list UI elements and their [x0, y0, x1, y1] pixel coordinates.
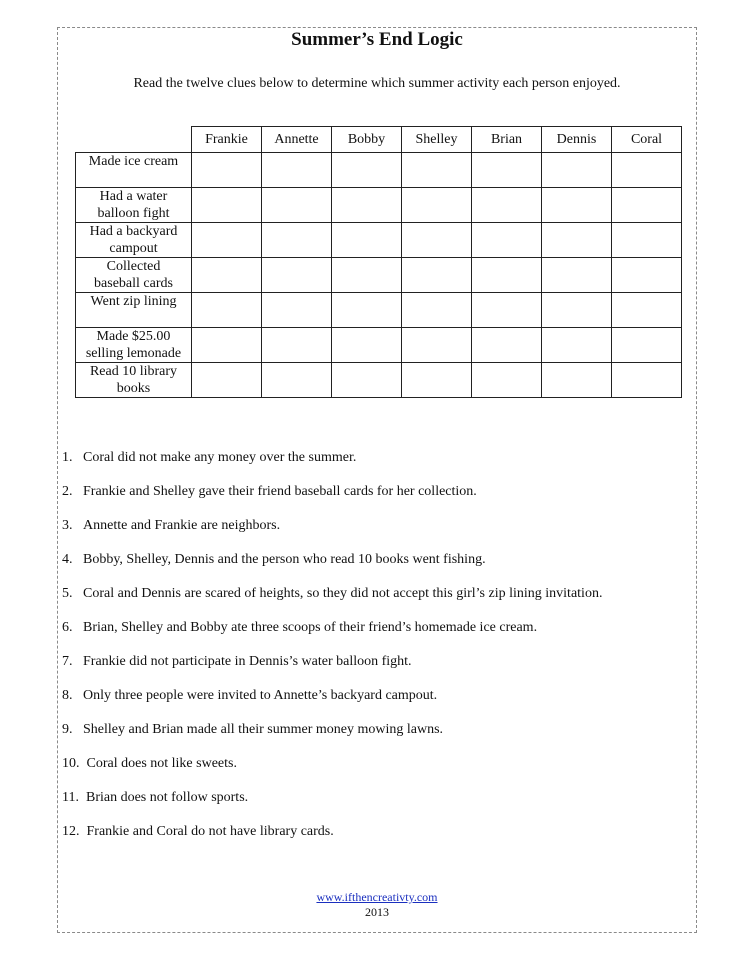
grid-cell[interactable] [192, 258, 262, 293]
clue-text: Only three people were invited to Annette’s backyard campout. [83, 688, 438, 703]
grid-cell[interactable] [612, 223, 682, 258]
col-head-shelley: Shelley [402, 127, 472, 153]
grid-cell[interactable] [262, 293, 332, 328]
grid-cell[interactable] [332, 363, 402, 398]
clue-item [62, 484, 602, 518]
clue-number: 4. [62, 552, 73, 567]
grid-cell[interactable] [402, 188, 472, 223]
grid-cell[interactable] [402, 153, 472, 188]
activity-label [76, 328, 192, 363]
grid-cell[interactable] [332, 188, 402, 223]
grid-cell[interactable] [542, 328, 612, 363]
activity-label-line: campout [109, 241, 158, 256]
grid-cell[interactable] [542, 363, 612, 398]
activity-label-line: Had a water [99, 189, 168, 204]
clue-number: 6. [62, 620, 73, 635]
clue-text: Frankie and Shelley gave their friend baseball cards for her collection. [83, 484, 477, 499]
grid-cell[interactable] [262, 328, 332, 363]
grid-cell[interactable] [332, 258, 402, 293]
clue-item [62, 688, 602, 722]
clue-item [62, 586, 602, 620]
grid-cell[interactable] [402, 363, 472, 398]
clue-number: 8. [62, 688, 73, 703]
activity-label-line: Made ice cream [88, 154, 179, 169]
grid-cell[interactable] [262, 223, 332, 258]
grid-cell[interactable] [472, 293, 542, 328]
activity-label-line: books [116, 381, 151, 396]
clue-number: 12. [62, 824, 80, 839]
col-head-brian: Brian [472, 127, 542, 153]
grid-row [76, 188, 682, 223]
clue-text: Frankie and Coral do not have library cards. [86, 824, 334, 839]
clue-number: 10. [62, 756, 80, 771]
clue-item [62, 552, 602, 586]
grid-corner [76, 127, 192, 153]
activity-label [76, 363, 192, 398]
grid-cell[interactable] [612, 188, 682, 223]
grid-cell[interactable] [192, 153, 262, 188]
grid-cell[interactable] [402, 223, 472, 258]
grid-cell[interactable] [472, 188, 542, 223]
grid-cell[interactable] [332, 328, 402, 363]
grid-row [76, 258, 682, 293]
instructions: Read the twelve clues below to determine which summer activity each person enjoyed. [133, 76, 621, 91]
grid-row [76, 153, 682, 188]
grid-cell[interactable] [612, 293, 682, 328]
grid-cell[interactable] [612, 153, 682, 188]
grid-row [76, 223, 682, 258]
clue-text: Coral does not like sweets. [86, 756, 237, 771]
grid-cell[interactable] [192, 223, 262, 258]
activity-label-line: Read 10 library [89, 364, 178, 379]
col-head-frankie: Frankie [192, 127, 262, 153]
clue-text: Bobby, Shelley, Dennis and the person who read 10 books went fishing. [83, 552, 486, 567]
activity-label [76, 153, 192, 188]
grid-body [76, 153, 682, 398]
grid-cell[interactable] [402, 293, 472, 328]
grid-cell[interactable] [542, 223, 612, 258]
activity-label [76, 223, 192, 258]
grid-cell[interactable] [402, 328, 472, 363]
grid-cell[interactable] [262, 363, 332, 398]
clue-item [62, 654, 602, 688]
activity-label-line: selling lemonade [85, 346, 182, 361]
clue-text: Shelley and Brian made all their summer money mowing lawns. [83, 722, 444, 737]
grid-cell[interactable] [612, 328, 682, 363]
clue-text: Coral did not make any money over the summer. [83, 450, 357, 465]
clue-number: 1. [62, 450, 73, 465]
grid-header-row [76, 127, 682, 153]
grid-cell[interactable] [192, 363, 262, 398]
grid-cell[interactable] [262, 188, 332, 223]
grid-cell[interactable] [192, 188, 262, 223]
grid-cell[interactable] [472, 153, 542, 188]
grid-cell[interactable] [542, 153, 612, 188]
activity-label-line: Went zip lining [90, 294, 177, 309]
grid-cell[interactable] [472, 223, 542, 258]
grid-cell[interactable] [612, 258, 682, 293]
grid-cell[interactable] [472, 258, 542, 293]
activity-label-line: balloon fight [97, 206, 170, 221]
grid-cell[interactable] [472, 363, 542, 398]
activity-label-line: Had a backyard [89, 224, 178, 239]
clue-item [62, 450, 602, 484]
activity-label-line: baseball cards [94, 276, 173, 291]
grid-cell[interactable] [612, 363, 682, 398]
clue-item [62, 790, 602, 824]
clue-text: Brian, Shelley and Bobby ate three scoops of their friend’s homemade ice cream. [83, 620, 538, 635]
website-link[interactable]: www.ifthencreativty.com [316, 890, 438, 904]
clue-item [62, 518, 602, 552]
activity-label [76, 258, 192, 293]
clue-number: 11. [62, 790, 79, 805]
clue-item [62, 620, 602, 654]
clue-text: Frankie did not participate in Dennis’s water balloon fight. [83, 654, 412, 669]
grid-cell[interactable] [262, 258, 332, 293]
activity-label-line: Collected [106, 259, 161, 274]
activity-label-line: Made $25.00 [96, 329, 171, 344]
grid-cell[interactable] [402, 258, 472, 293]
grid-cell[interactable] [192, 328, 262, 363]
copyright-year: 2013 [365, 905, 389, 919]
clue-number: 7. [62, 654, 73, 669]
clue-item [62, 722, 602, 756]
clue-number: 5. [62, 586, 73, 601]
grid-cell[interactable] [332, 293, 402, 328]
clue-list [62, 450, 602, 858]
clue-item [62, 824, 602, 858]
logic-grid [75, 126, 682, 398]
grid-cell[interactable] [332, 153, 402, 188]
clue-text: Coral and Dennis are scared of heights, so they did not accept this girl’s zip lining invitation. [83, 586, 603, 601]
activity-label [76, 188, 192, 223]
col-head-dennis: Dennis [542, 127, 612, 153]
clue-number: 3. [62, 518, 73, 533]
activity-label [76, 293, 192, 328]
page-title: Summer’s End Logic [291, 29, 463, 50]
grid-cell[interactable] [472, 328, 542, 363]
grid-cell[interactable] [332, 223, 402, 258]
grid-cell[interactable] [542, 293, 612, 328]
clue-number: 9. [62, 722, 73, 737]
grid-cell[interactable] [192, 293, 262, 328]
clue-number: 2. [62, 484, 73, 499]
grid-cell[interactable] [542, 188, 612, 223]
clue-item [62, 756, 602, 790]
col-head-annette: Annette [262, 127, 332, 153]
col-head-coral: Coral [612, 127, 682, 153]
grid-cell[interactable] [262, 153, 332, 188]
clue-text: Annette and Frankie are neighbors. [83, 518, 281, 533]
col-head-bobby: Bobby [332, 127, 402, 153]
grid-row [76, 293, 682, 328]
clue-text: Brian does not follow sports. [85, 790, 249, 805]
grid-cell[interactable] [542, 258, 612, 293]
grid-row [76, 363, 682, 398]
grid-row [76, 328, 682, 363]
